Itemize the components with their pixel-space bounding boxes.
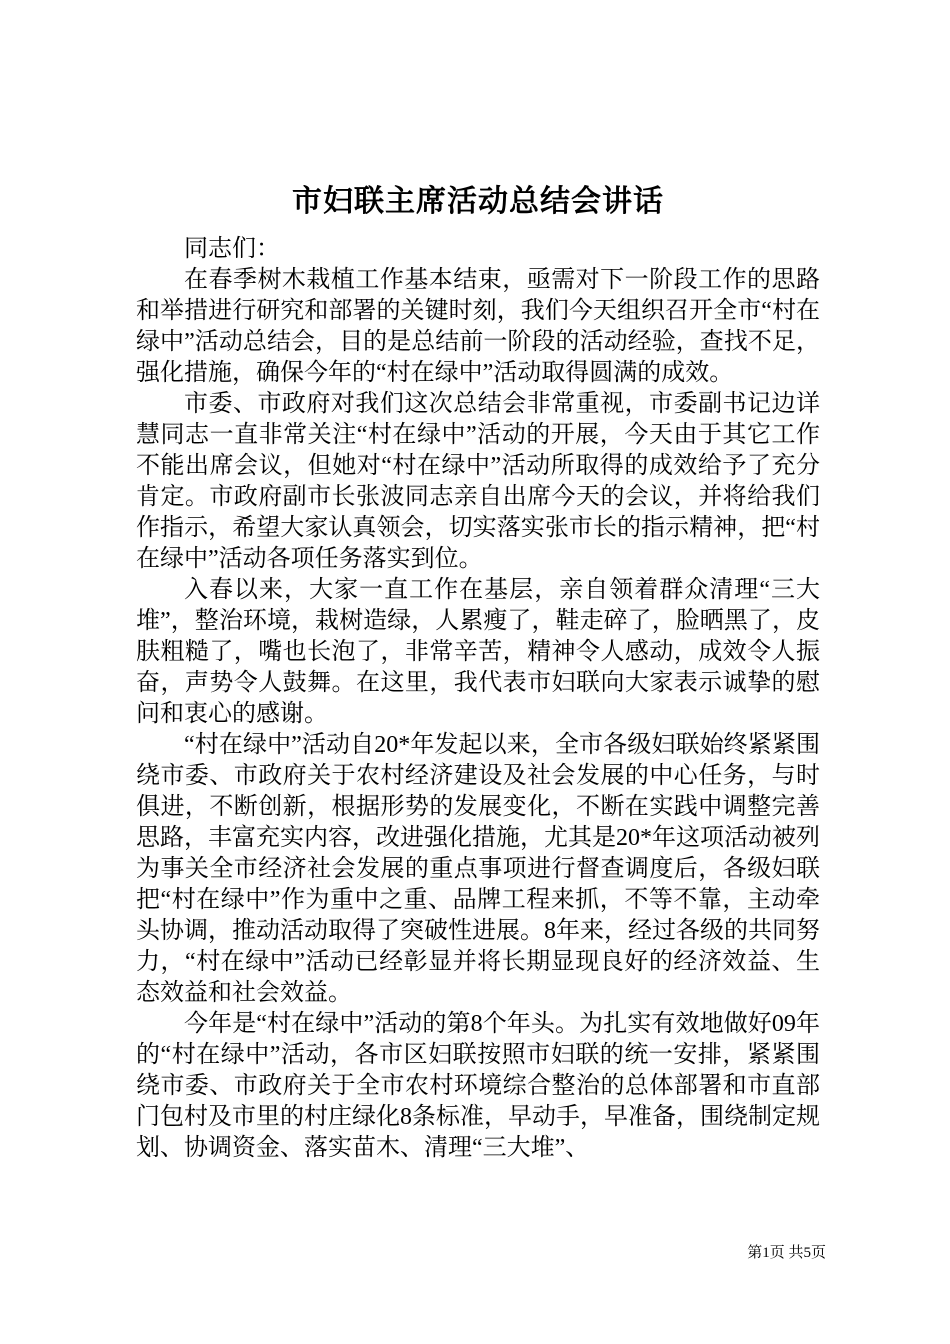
paragraph-thanks: 入春以来，大家一直工作在基层，亲自领着群众清理“三大堆”，整治环境，栽树造绿，人累瘦了，鞋走碎了，脸晒黑了，皮肤粗糙了，嘴也长泡了，非常辛苦，精神令人感动，成效令人振奋，声势令人鼓舞。在这里，我代表市妇联向大家表示诚挚的慰问和衷心的感谢。	[136, 577, 820, 727]
paragraph-salutation: 同志们：	[184, 236, 280, 262]
paragraph-intro: 在春季树木栽植工作基本结束，亟需对下一阶段工作的思路和举措进行研究和部署的关键时刻，我们今天组织召开全市“村在绿中”活动总结会，目的是总结前一阶段的活动经验，查找不足，强化措施，确保今年的“村在绿中”活动取得圆满的成效。	[136, 267, 820, 386]
page-number-label: 第1页 共5页	[747, 1245, 826, 1261]
document-title: 市妇联主席活动总结会讲话	[292, 185, 664, 218]
paragraph-history: “村在绿中”活动自20*年发起以来，全市各级妇联始终紧紧围绕市委、市政府关于农村经济建设及社会发展的中心任务，与时俱进，不断创新，根据形势的发展变化，不断在实践中调整完善思路，丰富充实内容，改进强化措施，尤其是20*年这项活动被列为事关全市经济社会发展的重点事项进行督查调度后，各级妇联把“村在绿中”作为重中之重、品牌工程来抓，不等不靠，主动牵头协调，推动活动取得了突破性进展。8年来，经过各级的共同努力，“村在绿中”活动已经彰显并将长期显现良好的经济效益、生态效益和社会效益。	[136, 732, 820, 1006]
paragraph-this-year: 今年是“村在绿中”活动的第8个年头。为扎实有效地做好09年的“村在绿中”活动，各市区妇联按照市妇联的统一安排，紧紧围绕市委、市政府关于全市农村环境综合整治的总体部署和市直部门包村及市里的村庄绿化8条标准，早动手，早准备，围绕制定规划、协调资金、落实苗木、清理“三大堆”、	[136, 1011, 820, 1161]
page-footer	[747, 1244, 826, 1262]
paragraph-leaders: 市委、市政府对我们这次总结会非常重视，市委副书记边详慧同志一直非常关注“村在绿中”活动的开展，今天由于其它工作不能出席会议，但她对“村在绿中”活动所取得的成效给予了充分肯定。市政府副市长张波同志亲自出席今天的会议，并将给我们作指示，希望大家认真领会，切实落实张市长的指示精神，把“村在绿中”活动各项任务落实到位。	[136, 391, 820, 572]
document-body	[136, 234, 820, 1164]
